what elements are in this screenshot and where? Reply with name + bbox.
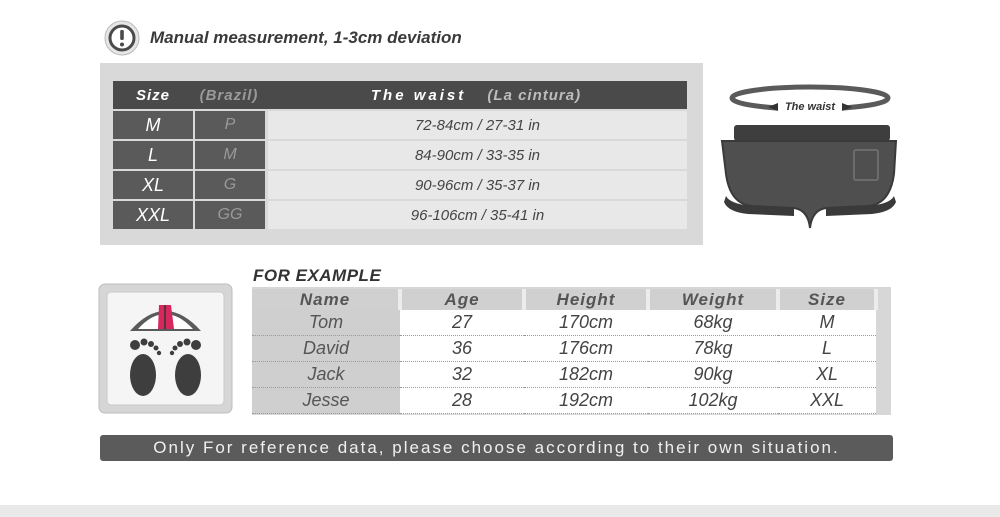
bottom-divider (0, 505, 1000, 517)
name-cell: Tom (252, 310, 400, 336)
waist-label: The waist (784, 101, 836, 113)
name-cell: Jack (252, 362, 400, 388)
size-chart-table (113, 79, 687, 231)
weight-cell: 102kg (648, 388, 778, 414)
height-cell: 182cm (524, 362, 648, 388)
height-cell: 176cm (524, 336, 648, 362)
waist-cell: 84-90cm / 33-35 in (265, 141, 687, 169)
example-row (252, 336, 876, 362)
reference-disclaimer: Only For reference data, please choose according to their own situation. (100, 435, 893, 461)
size-row (113, 141, 687, 169)
age-cell: 27 (400, 310, 524, 336)
name-cell: David (252, 336, 400, 362)
size-cell: XXL (778, 388, 876, 414)
header-waist-label: The waist (370, 86, 467, 104)
example-table (252, 289, 878, 414)
age-cell: 32 (400, 362, 524, 388)
header-age: Age (400, 289, 524, 310)
example-row (252, 362, 876, 388)
brazil-cell: P (193, 111, 265, 139)
header-height: Height (524, 289, 648, 310)
size-chart-panel (100, 63, 703, 245)
size-cell: M (113, 111, 193, 139)
bathroom-scale-icon (98, 283, 233, 414)
size-row (113, 171, 687, 199)
header-weight: Weight (648, 289, 778, 310)
example-row (252, 388, 876, 414)
size-row (113, 111, 687, 139)
size-cell: L (113, 141, 193, 169)
weight-cell: 90kg (648, 362, 778, 388)
brazil-cell: M (193, 141, 265, 169)
height-cell: 170cm (524, 310, 648, 336)
height-cell: 192cm (524, 388, 648, 414)
size-cell: XL (113, 171, 193, 199)
scale-illustration (98, 283, 233, 414)
example-row (252, 310, 876, 336)
note-text: Manual measurement, 1-3cm deviation (150, 28, 462, 47)
example-header-row (252, 289, 876, 310)
age-cell: 36 (400, 336, 524, 362)
size-cell: XXL (113, 201, 193, 229)
size-cell: XL (778, 362, 876, 388)
header-size: Size (113, 81, 193, 109)
weight-cell: 78kg (648, 336, 778, 362)
exclamation-circle-icon (104, 20, 140, 56)
example-panel (252, 287, 891, 415)
waist-cell: 96-106cm / 35-41 in (265, 201, 687, 229)
waist-cell: 72-84cm / 27-31 in (265, 111, 687, 139)
age-cell: 28 (400, 388, 524, 414)
example-title: FOR EXAMPLE (253, 266, 382, 285)
header-waist (265, 81, 687, 109)
header-size: Size (778, 289, 876, 310)
size-cell: M (778, 310, 876, 336)
boxer-briefs-icon (718, 78, 903, 238)
measurement-note (104, 20, 462, 56)
brazil-cell: G (193, 171, 265, 199)
header-brazil: (Brazil) (193, 81, 265, 109)
header-waist-es: (La cintura) (487, 86, 582, 104)
waist-illustration (718, 78, 903, 238)
size-chart-header (113, 81, 687, 109)
name-cell: Jesse (252, 388, 400, 414)
brazil-cell: GG (193, 201, 265, 229)
weight-cell: 68kg (648, 310, 778, 336)
size-cell: L (778, 336, 876, 362)
header-name: Name (252, 289, 400, 310)
waist-cell: 90-96cm / 35-37 in (265, 171, 687, 199)
size-row (113, 201, 687, 229)
